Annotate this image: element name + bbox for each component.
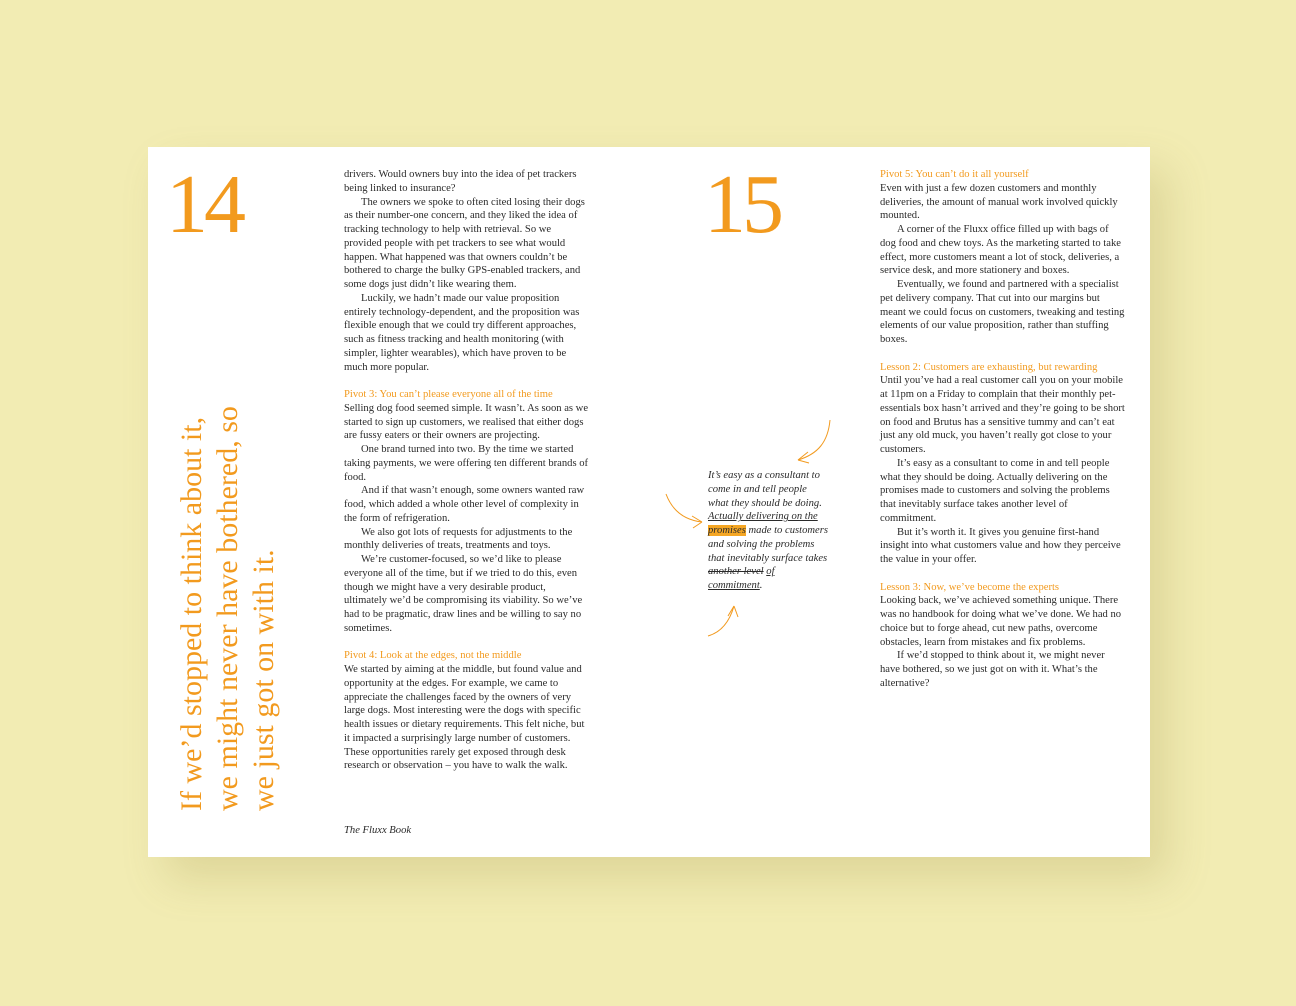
body-paragraph: We also got lots of requests for adjustments to the monthly deliveries of treats, treatments and toys. (344, 526, 573, 552)
body-paragraph: Even with just a few dozen customers and monthly deliveries, the amount of manual work involved quickly mounted. (880, 182, 1118, 222)
section-heading: Lesson 2: Customers are exhausting, but rewarding (880, 361, 1098, 373)
book-title-footer: The Fluxx Book (344, 825, 412, 836)
highlighted-word: promises (708, 525, 746, 536)
body-paragraph: Until you’ve had a real customer call you on your mobile at 11pm on a Friday to complain that their monthly pet-essentials box hasn’t arrived and they’re going to be short on food and Brutus has a sensitive tummy and can’t eat just any old muck, you haven’t really got close to your customers. (880, 375, 1125, 455)
arrow-icon (798, 420, 830, 460)
struck-text: another level (708, 566, 764, 578)
body-paragraph: It’s easy as a consultant to come in and tell people what they should be doing. Actually delivering on the promises made to customers and solving the problems that inevitably surface takes another level of commitment. (880, 457, 1110, 524)
section-heading: Pivot 5: You can’t do it all yourself (880, 169, 1029, 180)
section-heading: Pivot 4: Look at the edges, not the middle (344, 650, 522, 662)
book-spread (148, 147, 1150, 857)
vertical-quote-line: we might never have bothered, so (211, 406, 244, 811)
paragraph-gap (880, 347, 1126, 361)
paragraph-gap (880, 567, 1126, 581)
arrow-icon (708, 606, 734, 636)
vertical-pull-quote (172, 291, 282, 811)
right-text-column (880, 168, 1126, 691)
body-paragraph: If we’d stopped to think about it, we might never have bothered, so we just got on with it. What’s the alternative? (880, 650, 1105, 689)
body-paragraph: Eventually, we found and partnered with a specialist pet delivery company. That cut into our margins but meant we could focus on customers, tweaking and testing elements of our value proposition, rather than stuffing boxes. (880, 279, 1125, 345)
body-paragraph: A corner of the Fluxx office filled up with bags of dog food and chew toys. As the marketing started to take effect, more customers meant a lot of stock, deliveries, a service desk, and more stationery and boxes. (880, 224, 1121, 277)
section-heading: Lesson 3: Now, we’ve become the experts (880, 581, 1060, 593)
body-paragraph: Luckily, we hadn’t made our value proposition entirely technology-dependent, and the proposition was flexible enough that we could try different approaches, such as fitness tracking and health monitoring (with simpler, lighter wearables), which have proven to be much more popular. (344, 292, 580, 373)
body-paragraph: Selling dog food seemed simple. It wasn’t. As soon as we started to sign up customers, we realised that either dogs are fussy eaters or their owners are projecting. (344, 402, 589, 442)
body-paragraph: drivers. Would owners buy into the idea of pet trackers being linked to insurance? (344, 169, 577, 194)
page-number-right: 15 (704, 158, 780, 251)
paragraph-gap (344, 374, 590, 388)
body-paragraph: We’re customer-focused, so we’d like to please everyone all of the time, but if we tried to do this, even though we might have a very desirable product, ultimately we’d be compromising its viability. So we’ve had to be pragmatic, draw lines and be willing to say no sometimes. (344, 554, 583, 634)
page-number-left: 14 (166, 158, 242, 251)
vertical-quote-line: we just got on with it. (247, 549, 280, 811)
body-paragraph: Looking back, we’ve achieved something unique. There was no handbook for doing what we’ve done. We had no choice but to forge ahead, cut new paths, overcome obstacles, learn from mistakes and fix problems. (880, 595, 1122, 648)
body-paragraph: We started by aiming at the middle, but found value and opportunity at the edges. For example, we came to appreciate the challenges faced by the owners of very large dogs. Most interesting were the dogs with specific health issues or dietary requirements. This felt niche, but it impacted a surprisingly large number of customers. These opportunities rarely get exposed through desk research or observation – you have to walk the walk. (344, 664, 585, 772)
body-paragraph: But it’s worth it. It gives you genuine first-hand insight into what customers value and how they perceive the value in your offer. (880, 526, 1121, 565)
paragraph-gap (344, 636, 590, 650)
left-text-column (344, 168, 590, 773)
body-paragraph: One brand turned into two. By the time we started taking payments, we were offering ten different brands of food. (344, 444, 589, 483)
vertical-quote-line: If we’d stopped to think about it, (175, 416, 208, 811)
body-paragraph: The owners we spoke to often cited losing their dogs as their number-one concern, and they liked the idea of tracking technology to help with retrieval. So we provided people with pet trackers to see what would happen. What happened was that owners couldn’t be bothered to charge the bulky GPS-enabled trackers, and some dogs just didn’t like wearing them. (344, 196, 585, 290)
section-heading: Pivot 3: You can’t please everyone all of the time (344, 389, 553, 400)
arrow-head-icon (728, 606, 738, 617)
arrow-icon (666, 494, 702, 522)
body-paragraph: And if that wasn’t enough, some owners wanted raw food, which added a whole other level of complexity in the form of refrigeration. (344, 485, 585, 524)
arrow-head-icon (798, 452, 809, 463)
annotated-pull-quote: It’s easy as a consultant to come in and tell people what they should be doing. Actually delivering on the promises made to customers and solving the problems that inevitably surface takes another level of commitment. (708, 470, 828, 591)
